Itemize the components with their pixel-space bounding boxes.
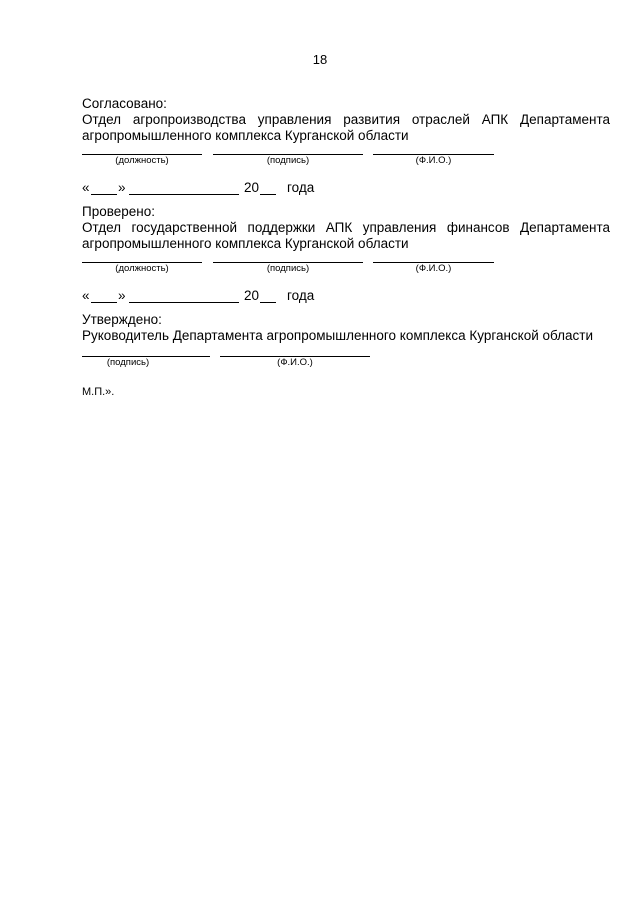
position-caption: (должность): [115, 155, 169, 166]
year-word: года: [287, 288, 315, 303]
signature-row: [82, 154, 610, 180]
section-heading: Утверждено:: [82, 312, 162, 327]
date-row: [82, 288, 610, 306]
organization-text: Отдел государственной поддержки АПК управления финансов Департамента агропромышленного комплекса Курганской области: [82, 220, 610, 251]
full-name-caption: (Ф.И.О.): [277, 357, 313, 368]
signature-caption: (подпись): [266, 155, 310, 166]
month-blank[interactable]: [129, 302, 239, 303]
signature-row: [82, 262, 610, 288]
section-heading: Согласовано:: [82, 96, 167, 111]
signature-row: [82, 356, 610, 382]
approval-block-agreed: [82, 96, 610, 198]
full-name-caption: (Ф.И.О.): [415, 263, 452, 274]
signature-field[interactable]: [213, 262, 363, 288]
signature-field[interactable]: [82, 356, 210, 382]
year-blank[interactable]: [260, 302, 276, 303]
organization-text: Отдел агропроизводства управления развития отраслей АПК Департамента агропромышленного комплекса Курганской области: [82, 112, 610, 143]
year-blank[interactable]: [260, 194, 276, 195]
day-blank[interactable]: [91, 302, 117, 303]
year-prefix: 20: [244, 288, 260, 303]
month-blank[interactable]: [129, 194, 239, 195]
organization-text: Руководитель Департамента агропромышленного комплекса Курганской области: [82, 328, 594, 343]
day-blank[interactable]: [91, 194, 117, 195]
position-caption: (должность): [115, 263, 169, 274]
stamp-place-mark: М.П.».: [82, 386, 115, 398]
full-name-caption: (Ф.И.О.): [415, 155, 452, 166]
date-row: [82, 180, 610, 198]
open-quote: «: [82, 288, 90, 303]
signature-field[interactable]: [213, 154, 363, 180]
full-name-field[interactable]: [220, 356, 370, 382]
position-field[interactable]: [82, 262, 202, 288]
signature-caption: (подпись): [106, 357, 150, 368]
full-name-field[interactable]: [373, 154, 494, 180]
year-word: года: [287, 180, 315, 195]
close-quote: »: [118, 180, 126, 195]
open-quote: «: [82, 180, 90, 195]
signature-caption: (подпись): [266, 263, 310, 274]
close-quote: »: [118, 288, 126, 303]
approval-block-checked: [82, 204, 610, 306]
page-number: 18: [312, 52, 328, 67]
year-prefix: 20: [244, 180, 260, 195]
approval-block-approved: [82, 312, 610, 382]
position-field[interactable]: [82, 154, 202, 180]
full-name-field[interactable]: [373, 262, 494, 288]
section-heading: Проверено:: [82, 204, 155, 219]
